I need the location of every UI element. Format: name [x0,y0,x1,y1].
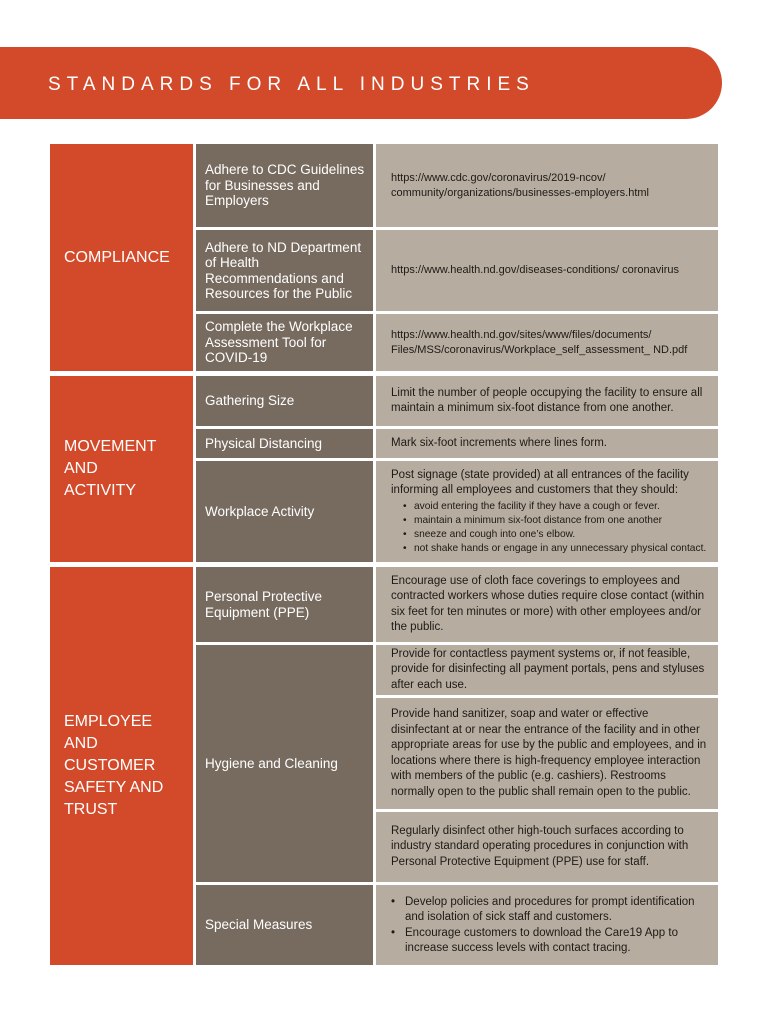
subject-hygiene-cleaning: Hygiene and Cleaning [196,645,373,882]
page-title: STANDARDS FOR ALL INDUSTRIES [48,74,535,95]
subject-cdc-guidelines: Adhere to CDC Guidelines for Businesses and Employers [196,144,373,227]
workplace-activity-list [391,500,708,556]
detail-workplace-activity-text: Post signage (state provided) at all entrances of the facility informing all employees and customers that they should: [391,468,689,496]
subject-workplace-assessment: Complete the Workplace Assessment Tool for COVID-19 [196,314,373,371]
detail-nd-health-url: https://www.health.nd.gov/diseases-conditions/ coronavirus [376,230,718,311]
subject-workplace-activity: Workplace Activity [196,461,373,562]
detail-contactless-payment: Provide for contactless payment systems or, if not feasible, provide for disinfecting all payment portals, pens and styluses after each use. [376,645,718,695]
subject-nd-health: Adhere to ND Department of Health Recommendations and Resources for the Public [196,230,373,311]
category-safety-trust [50,567,193,965]
list-item: • Encourage customers to download the Care19 App to increase success levels with contact tracing. [382,926,708,957]
subject-ppe: Personal Protective Equipment (PPE) [196,567,373,642]
list-item: • not shake hands or engage in any unnecessary physical contact. [391,542,708,556]
list-item: • avoid entering the facility if they have a cough or fever. [391,500,708,514]
detail-disinfect-surfaces: Regularly disinfect other high-touch surfaces according to industry standard operating procedures in conjunction with Personal Protective Equipment (PPE) use for staff. [376,812,718,882]
detail-gathering-size: Limit the number of people occupying the facility to ensure all maintain a minimum six-foot distance from one another. [376,376,718,426]
category-movement-activity [50,376,193,562]
special-measures-list [382,895,708,957]
detail-cdc-url: https://www.cdc.gov/coronavirus/2019-ncov/ community/organizations/businesses-employers.html [376,144,718,227]
list-item: • maintain a minimum six-foot distance from one another [391,514,708,528]
detail-workplace-activity [376,461,718,562]
category-safety-label: EMPLOYEE AND CUSTOMER SAFETY AND TRUST [64,713,164,818]
subject-special-measures: Special Measures [196,885,373,965]
detail-special-measures [376,885,718,965]
list-item: • sneeze and cough into one’s elbow. [391,528,708,542]
detail-ppe: Encourage use of cloth face coverings to employees and contracted workers whose duties require close contact (within six feet for ten minutes or more) with other employees and/or the public. [376,567,718,642]
category-compliance: COMPLIANCE [50,144,193,371]
detail-hand-sanitizer: Provide hand sanitizer, soap and water or effective disinfectant at or near the entrance of the facility and in other appropriate areas for use by the public and employees, and in locations where there is high-frequency employee interaction with members of the public (e.g. cashiers). Restrooms normally open to the public shall remain open to the public. [376,698,718,809]
list-item: • Develop policies and procedures for prompt identification and isolation of sick staff and customers. [382,895,708,926]
detail-workplace-assessment-url: https://www.health.nd.gov/sites/www/files/documents/ Files/MSS/coronavirus/Workplace_self_assessment_ ND.pdf [376,314,718,371]
detail-physical-distancing: Mark six-foot increments where lines form. [376,429,718,458]
category-movement-label: MOVEMENT AND ACTIVITY [64,438,157,499]
subject-physical-distancing: Physical Distancing [196,429,373,458]
subject-gathering-size: Gathering Size [196,376,373,426]
